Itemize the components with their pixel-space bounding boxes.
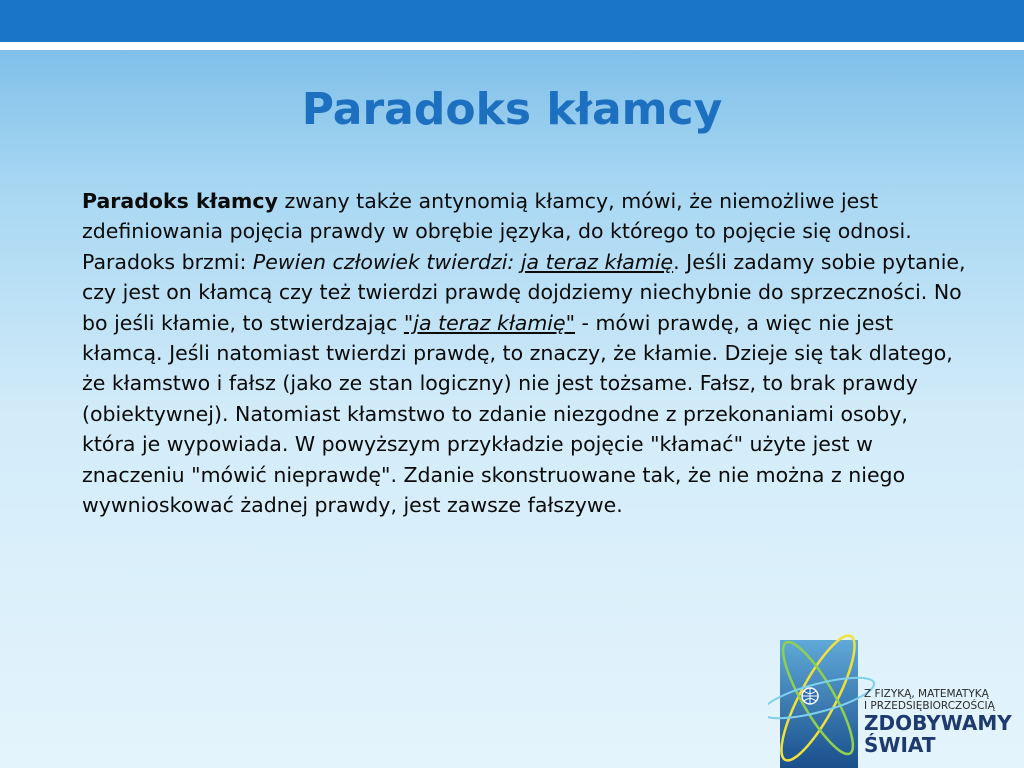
paragraph-segment-1: zwany także antynomią kłamcy, mówi, że niemożliwe jest zdefiniowania pojęcia prawdy w obrębie języka, do którego to pojęcie się odnosi. Paradoks brzmi: xyxy=(82,189,912,274)
paragraph-segment-3: - mówi prawdę, a więc nie jest kłamcą. Jeśli natomiast twierdzi prawdę, to znaczy, że kłamie. Dzieje się tak dlatego, że kłamstwo i fałsz (jako ze stan logiczny) nie jest tożsame. Fałsz, to brak prawdy (obiektywnej). Natomiast kłamstwo to zdanie niezgodne z przekonaniami osoby, która je wypowiada. W powyższym przykładzie pojęcie "kłamać" użyte jest w znaczeniu "mówić nieprawdę". Zdanie skonstruowane tak, że nie można z niego wywnioskować żadnej prawdy, jest zawsze fałszywe. xyxy=(82,310,953,518)
logo-tagline-line2: I PRZEDSIĘBIORCZOŚCIĄ xyxy=(864,700,995,712)
header-divider xyxy=(0,42,1024,50)
paradox-quote: ja teraz kłamię xyxy=(520,249,674,274)
logo-tagline-line1: Z FIZYKĄ, MATEMATYKĄ xyxy=(864,688,989,700)
logo-wordmark-line1: ZDOBYWAMY xyxy=(864,711,1012,735)
lead-term: Paradoks kłamcy xyxy=(82,189,278,213)
slide-title: Paradoks kłamcy xyxy=(301,84,723,135)
paradox-quote-repeat: "ja teraz kłamię" xyxy=(403,310,576,335)
logo-wordmark-line2: ŚWIAT xyxy=(864,733,936,757)
paradox-intro: Pewien człowiek twierdzi: xyxy=(252,249,521,274)
project-logo xyxy=(768,622,1024,768)
header-bar xyxy=(0,0,1024,42)
slide-body-paragraph xyxy=(82,186,967,520)
paragraph-segment-2: . Jeśli zadamy sobie pytanie, czy jest on kłamcą czy też twierdzi prawdę dojdziemy niechybnie do sprzeczności. No bo jeśli kłamie, to stwierdzając xyxy=(82,249,966,335)
